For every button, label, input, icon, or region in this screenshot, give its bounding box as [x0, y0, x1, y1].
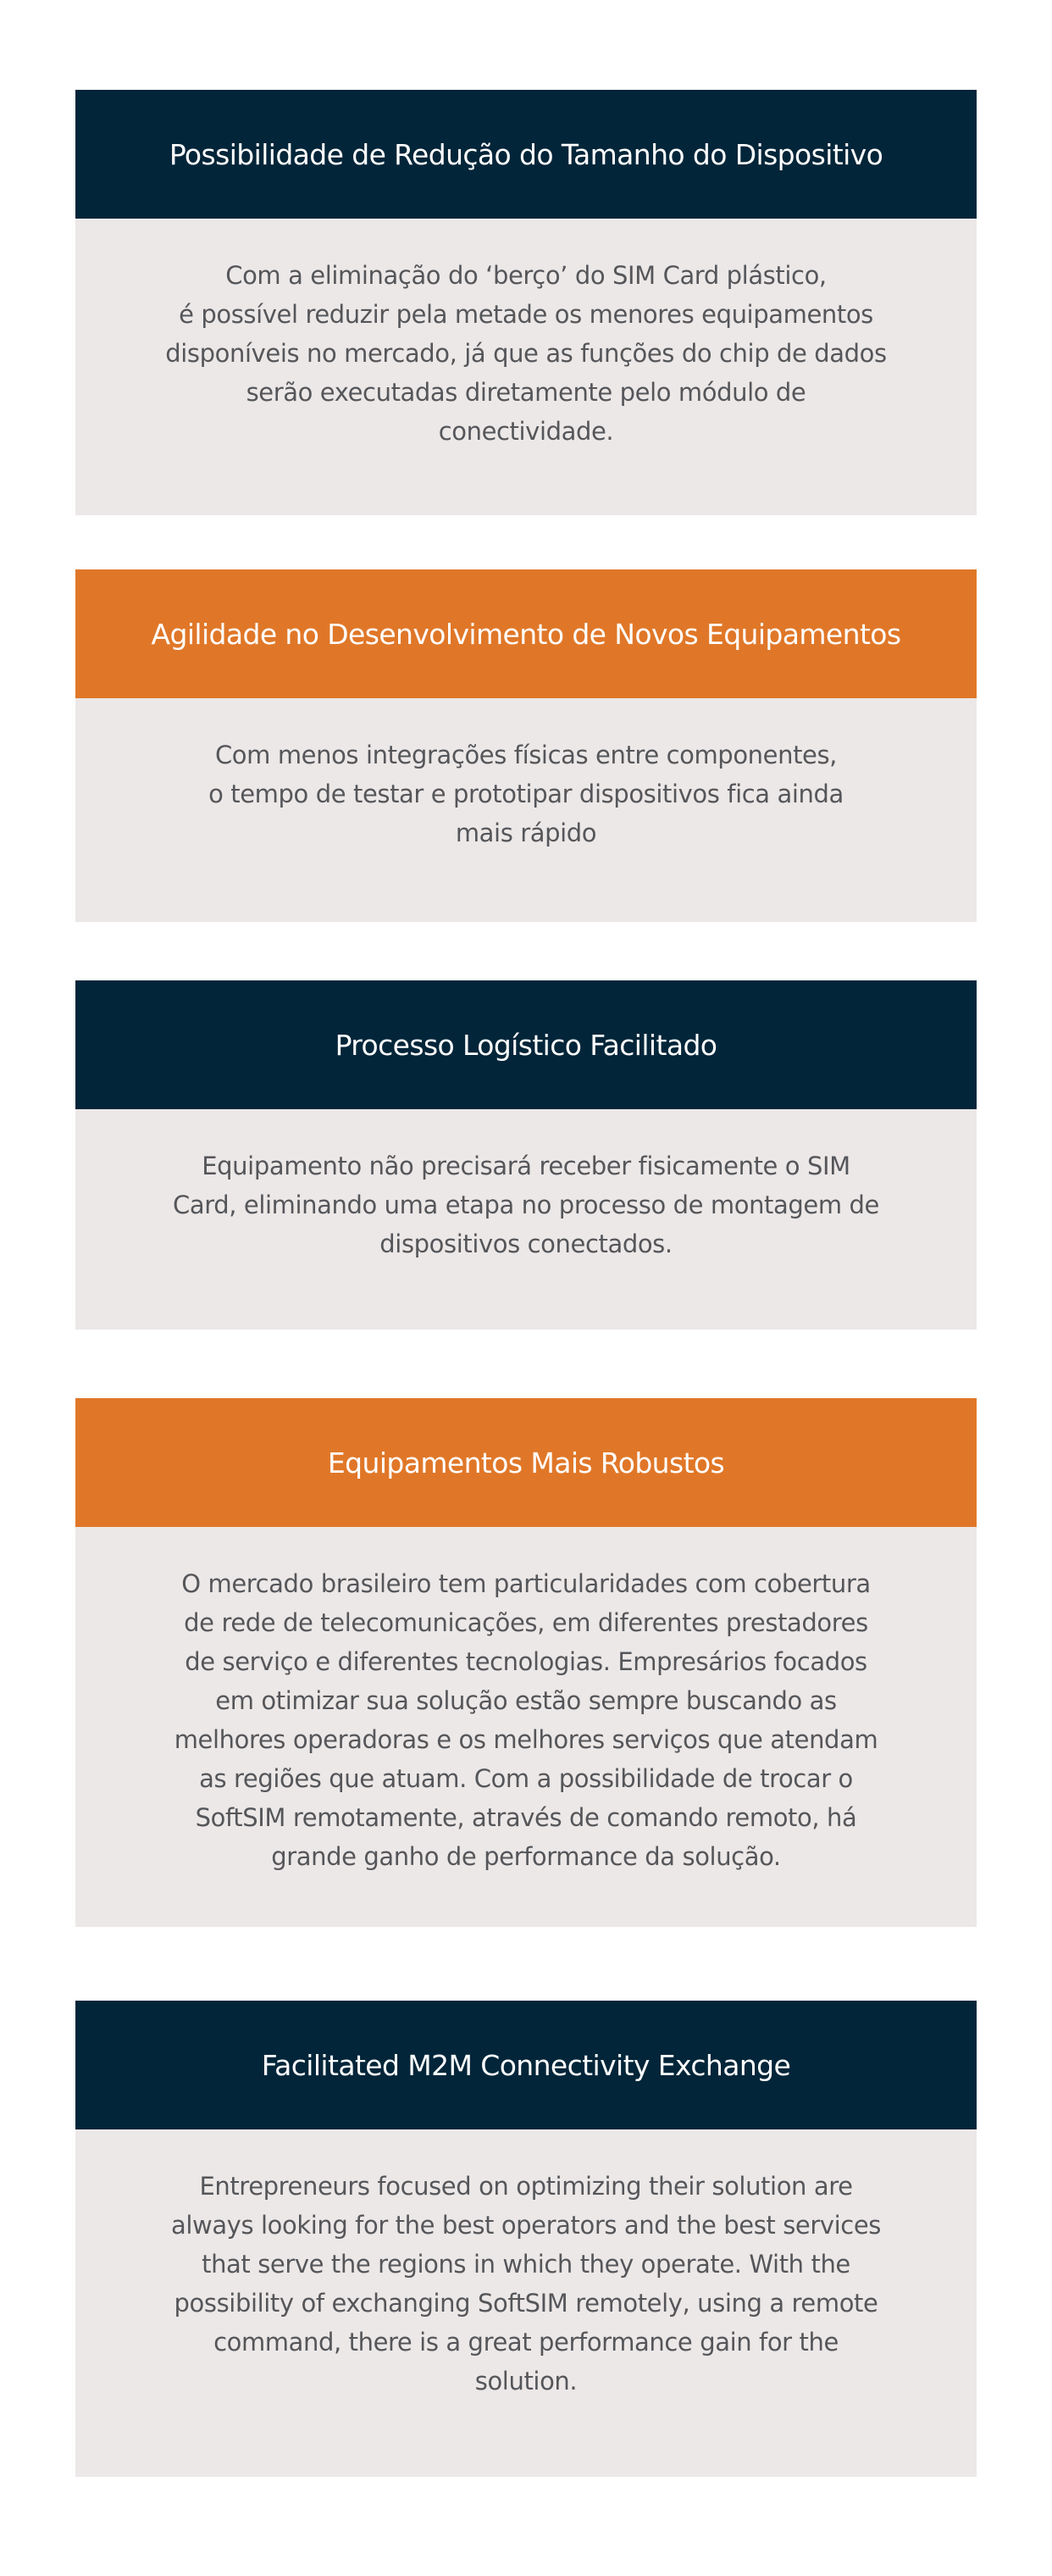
description-line: Card, eliminando uma etapa no processo de montagem de — [173, 1191, 879, 1219]
card-description — [174, 1564, 878, 1927]
description-line: dispositivos conectados. — [379, 1230, 673, 1258]
feature-card-logistics — [75, 980, 977, 1330]
description-line: em otimizar sua solução estão sempre buscando as — [215, 1686, 837, 1715]
card-body — [75, 698, 977, 922]
card-description — [173, 1146, 879, 1330]
card-description — [171, 2167, 881, 2477]
description-line: Equipamento não precisará receber fisicamente o SIM — [202, 1152, 850, 1180]
description-line: possibility of exchanging SoftSIM remotely, using a remote — [174, 2289, 878, 2318]
description-line: melhores operadoras e os melhores serviços que atendam — [174, 1725, 878, 1754]
feature-card-device-size — [75, 90, 977, 515]
card-title: Facilitated M2M Connectivity Exchange — [75, 2001, 977, 2129]
card-body — [75, 219, 977, 515]
description-line: always looking for the best operators and the best services — [170, 2211, 882, 2240]
description-line: grande ganho de performance da solução. — [271, 1842, 781, 1871]
description-line: de rede de telecomunicações, em diferentes prestadores — [184, 1608, 868, 1637]
description-line: é possível reduzir pela metade os menores equipamentos — [179, 300, 873, 329]
description-line: that serve the regions in which they operate. With the — [202, 2250, 850, 2279]
feature-card-m2m-exchange — [75, 2001, 977, 2477]
description-line: SoftSIM remotamente, através de comando remoto, há — [195, 1803, 857, 1832]
description-line: serão executadas diretamente pelo módulo de — [246, 378, 806, 407]
description-line: Entrepreneurs focused on optimizing their solution are — [199, 2172, 853, 2201]
feature-card-robust-equipment — [75, 1398, 977, 1927]
card-title: Equipamentos Mais Robustos — [75, 1398, 977, 1527]
description-line: as regiões que atuam. Com a possibilidade de trocar o — [199, 1764, 853, 1793]
card-body — [75, 2129, 977, 2477]
feature-card-development-agility — [75, 569, 977, 922]
card-description — [208, 736, 844, 922]
description-line: de serviço e diferentes tecnologias. Empresários focados — [185, 1647, 867, 1676]
card-body — [75, 1109, 977, 1330]
description-line: Com menos integrações físicas entre componentes, — [214, 741, 838, 769]
description-line: conectividade. — [438, 417, 614, 446]
card-description — [165, 256, 886, 515]
description-line: mais rápido — [455, 819, 597, 847]
description-line: Com a eliminação do ‘berço’ do SIM Card plástico, — [225, 261, 827, 290]
description-line: O mercado brasileiro tem particularidades com cobertura — [181, 1569, 871, 1598]
card-title: Processo Logístico Facilitado — [75, 980, 977, 1109]
description-line: command, there is a great performance gain for the — [213, 2328, 839, 2357]
card-title: Possibilidade de Redução do Tamanho do Dispositivo — [75, 90, 977, 219]
description-line: o tempo de testar e prototipar dispositivos fica ainda — [208, 780, 844, 808]
description-line: disponíveis no mercado, já que as funções do chip de dados — [165, 339, 887, 368]
card-body — [75, 1527, 977, 1927]
description-line: solution. — [474, 2367, 578, 2396]
card-title: Agilidade no Desenvolvimento de Novos Equipamentos — [75, 569, 977, 698]
